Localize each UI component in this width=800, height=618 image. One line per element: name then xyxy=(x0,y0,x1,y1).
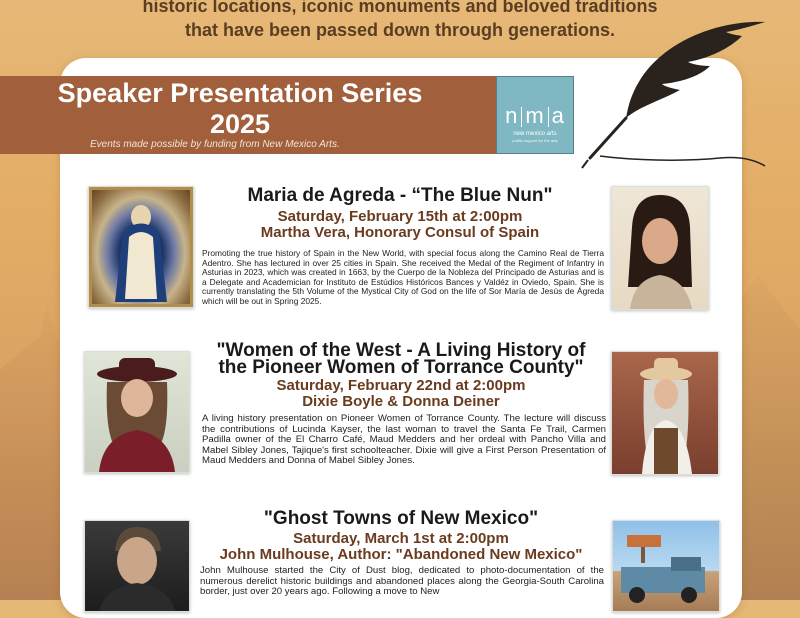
event-3-speaker: John Mulhouse, Author: "Abandoned New Mexico" xyxy=(219,546,583,563)
portrait-woman-hat-icon xyxy=(85,352,189,472)
martha-vera-photo xyxy=(611,186,709,310)
event-1-description: Promoting the true history of Spain in the New World, with special focus along the Camino Real de Tierra Adentro. She has lectured in over 25 cities in Spain. She received the Medal of the Regiment of Infantry in Asturias in 2023, which was created in 1663, by the Cuerpo de la Nobleza del Principado de Asturias and is a Delegate and Academician for Instituto de Estúdios Históricos Bances y Valdéz in Oviedo, Spain. She is currently translating the 5th Volume of the Mystical City of God on the life of Sor María de Jesús de Ágreda which will be out in Spring 2025. xyxy=(202,248,604,306)
mosaic-figure-icon xyxy=(89,187,193,307)
quill-pen-icon xyxy=(570,10,770,170)
logo-tagline: public support for the arts xyxy=(512,138,558,143)
logo-name: new mexico arts xyxy=(513,131,557,137)
new-mexico-arts-logo xyxy=(496,76,574,154)
event-1-date: Saturday, February 15th at 2:00pm xyxy=(277,208,523,225)
event-2-date: Saturday, February 22nd at 2:00pm xyxy=(276,377,526,394)
portrait-woman-icon xyxy=(612,187,708,309)
donna-deiner-photo xyxy=(611,351,719,475)
funding-note: Events made possible by funding from New Mexico Arts. xyxy=(90,139,340,150)
event-3-title: "Ghost Towns of New Mexico" xyxy=(263,508,539,529)
dixie-boyle-photo xyxy=(84,351,190,473)
portrait-cowgirl-icon xyxy=(612,352,718,474)
series-banner xyxy=(0,76,498,154)
logo-letter-n: n xyxy=(505,103,519,128)
series-title-line-2: 2025 xyxy=(209,109,271,139)
event-2-title-line-1: "Women of the West - A Living History of xyxy=(216,340,586,361)
john-mulhouse-photo xyxy=(84,520,190,612)
intro-line-1: historic locations, iconic monuments and beloved traditions xyxy=(142,0,658,16)
series-title-line-1: Speaker Presentation Series xyxy=(57,78,423,108)
intro-line-2: that have been passed down through generations. xyxy=(184,20,616,40)
blue-nun-mosaic-photo xyxy=(88,186,194,308)
series-title xyxy=(0,76,480,140)
event-2-speaker: Dixie Boyle & Donna Deiner xyxy=(302,393,500,410)
logo-letters xyxy=(497,103,573,129)
logo-letter-a: a xyxy=(551,103,565,128)
abandoned-truck-photo xyxy=(612,520,720,612)
event-1-speaker: Martha Vera, Honorary Consul of Spain xyxy=(260,224,540,241)
event-1-title: Maria de Agreda - “The Blue Nun" xyxy=(247,185,553,206)
event-3-description: John Mulhouse started the City of Dust blog, dedicated to photo-documentation of the numerous derelict historic buildings and abandoned places along the Georgia-South Carolina border, just over 20 years ago. Following a move to New xyxy=(200,565,604,598)
event-2-description: A living history presentation on Pioneer Women of Torrance County. The lecture will discuss the contributions of Lucinda Kayser, the last woman to travel the Santa Fe Trail, Carmen Padilla owner of the El Charro Café, Maud Medders and her ordeal with Pancho Villa and Mabel Sibley Jones, Tajique's first schoolteacher. Dixie will give a First Person Presentation of Maud Medders and Donna of Mabel Sibley Jones. xyxy=(202,413,606,467)
logo-letter-m: m xyxy=(525,103,545,128)
event-2-title-line-2: the Pioneer Women of Torrance County" xyxy=(218,357,584,378)
event-3-date: Saturday, March 1st at 2:00pm xyxy=(293,530,509,547)
portrait-man-icon xyxy=(85,521,189,611)
truck-icon xyxy=(613,521,719,611)
